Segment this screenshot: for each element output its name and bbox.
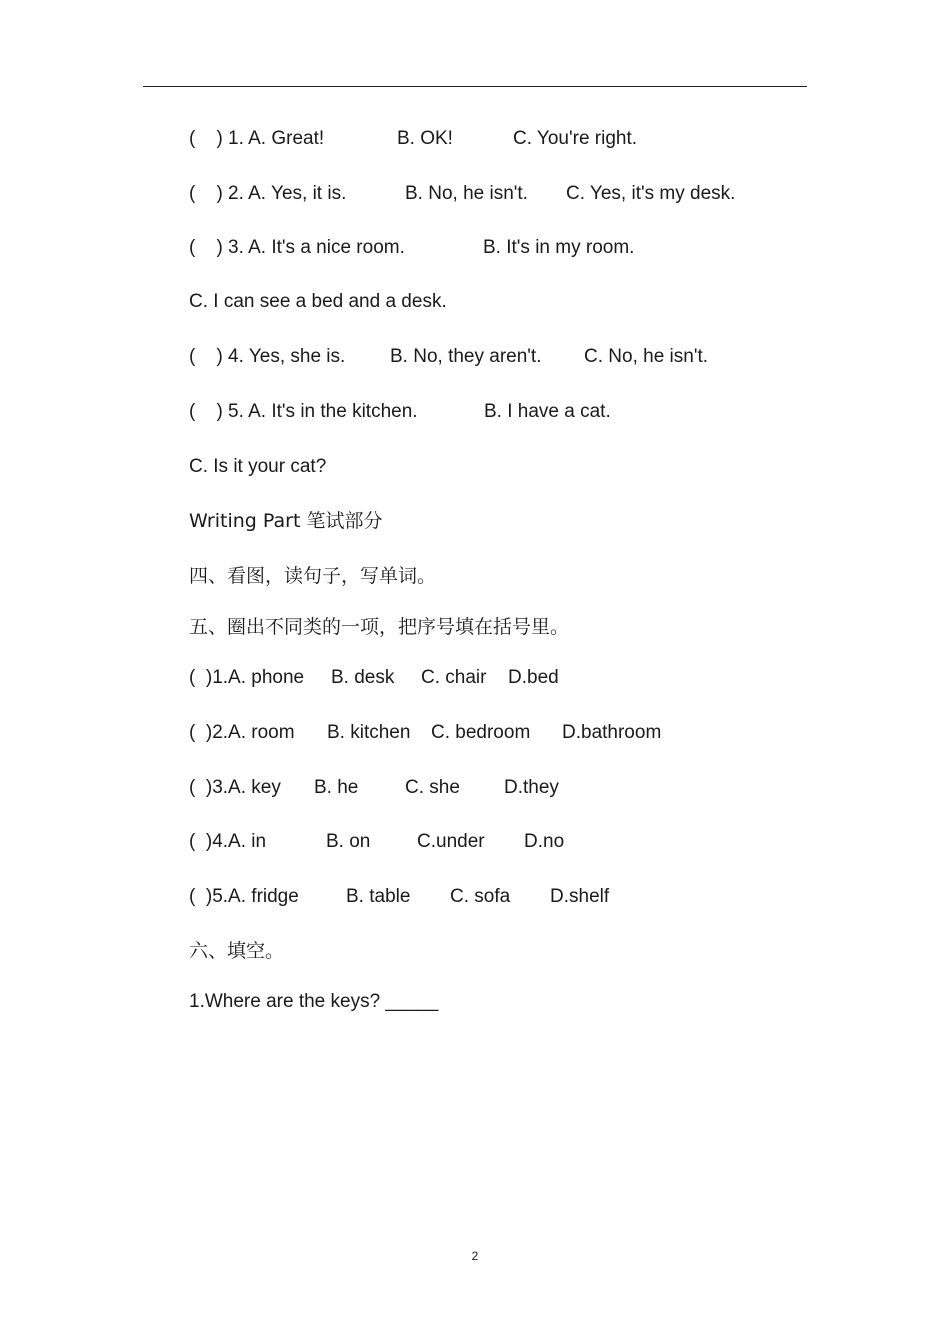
row-1-option-d: D.bed — [508, 667, 559, 688]
row-5-option-a: ( )5.A. fridge — [189, 886, 299, 907]
row-5-option-c: C. sofa — [450, 886, 511, 907]
item-2-option-c: C. Yes, it's my desk. — [566, 183, 736, 204]
row-3-option-d: D.they — [504, 777, 559, 798]
item-1-option-b: B. OK! — [397, 128, 453, 149]
writing-part-heading: Writing Part 笔试部分 — [189, 510, 383, 532]
section-5-heading: 五、圈出不同类的一项，把序号填在括号里。 — [189, 616, 570, 638]
item-5-option-b: B. I have a cat. — [484, 401, 611, 422]
row-2-option-a: ( )2.A. room — [189, 722, 295, 743]
section-4-heading: 四、看图，读句子，写单词。 — [189, 565, 437, 587]
row-2-option-b: B. kitchen — [327, 722, 411, 743]
row-1-option-b: B. desk — [331, 667, 395, 688]
item-5-option-c: C. Is it your cat? — [189, 456, 327, 477]
section-6-heading: 六、填空。 — [189, 940, 285, 962]
item-4-option-c: C. No, he isn't. — [584, 346, 709, 367]
row-3-option-a: ( )3.A. key — [189, 777, 281, 798]
item-1-option-a: ( ) 1. A. Great! — [189, 128, 325, 149]
row-2-option-c: C. bedroom — [431, 722, 531, 743]
row-3-option-c: C. she — [405, 777, 460, 798]
item-2-option-b: B. No, he isn't. — [405, 183, 528, 204]
fill-in-question-1: 1.Where are the keys? _____ — [189, 991, 439, 1012]
row-5-option-b: B. table — [346, 886, 411, 907]
item-5-option-a: ( ) 5. A. It's in the kitchen. — [189, 401, 418, 422]
row-3-option-b: B. he — [314, 777, 359, 798]
item-3-option-c: C. I can see a bed and a desk. — [189, 291, 447, 312]
row-4-option-d: D.no — [524, 831, 565, 852]
header-rule — [143, 86, 807, 87]
item-4-option-a: ( ) 4. Yes, she is. — [189, 346, 346, 367]
row-1-option-c: C. chair — [421, 667, 487, 688]
item-2-option-a: ( ) 2. A. Yes, it is. — [189, 183, 347, 204]
row-1-option-a: ( )1.A. phone — [189, 667, 305, 688]
item-3-option-a: ( ) 3. A. It's a nice room. — [189, 237, 405, 258]
row-5-option-d: D.shelf — [550, 886, 610, 907]
row-4-option-a: ( )4.A. in — [189, 831, 267, 852]
page-number: 2 — [471, 1249, 479, 1263]
item-1-option-c: C. You're right. — [513, 128, 638, 149]
item-4-option-b: B. No, they aren't. — [390, 346, 542, 367]
row-4-option-b: B. on — [326, 831, 371, 852]
row-4-option-c: C.under — [417, 831, 485, 852]
item-3-option-b: B. It's in my room. — [483, 237, 635, 258]
row-2-option-d: D.bathroom — [562, 722, 662, 743]
